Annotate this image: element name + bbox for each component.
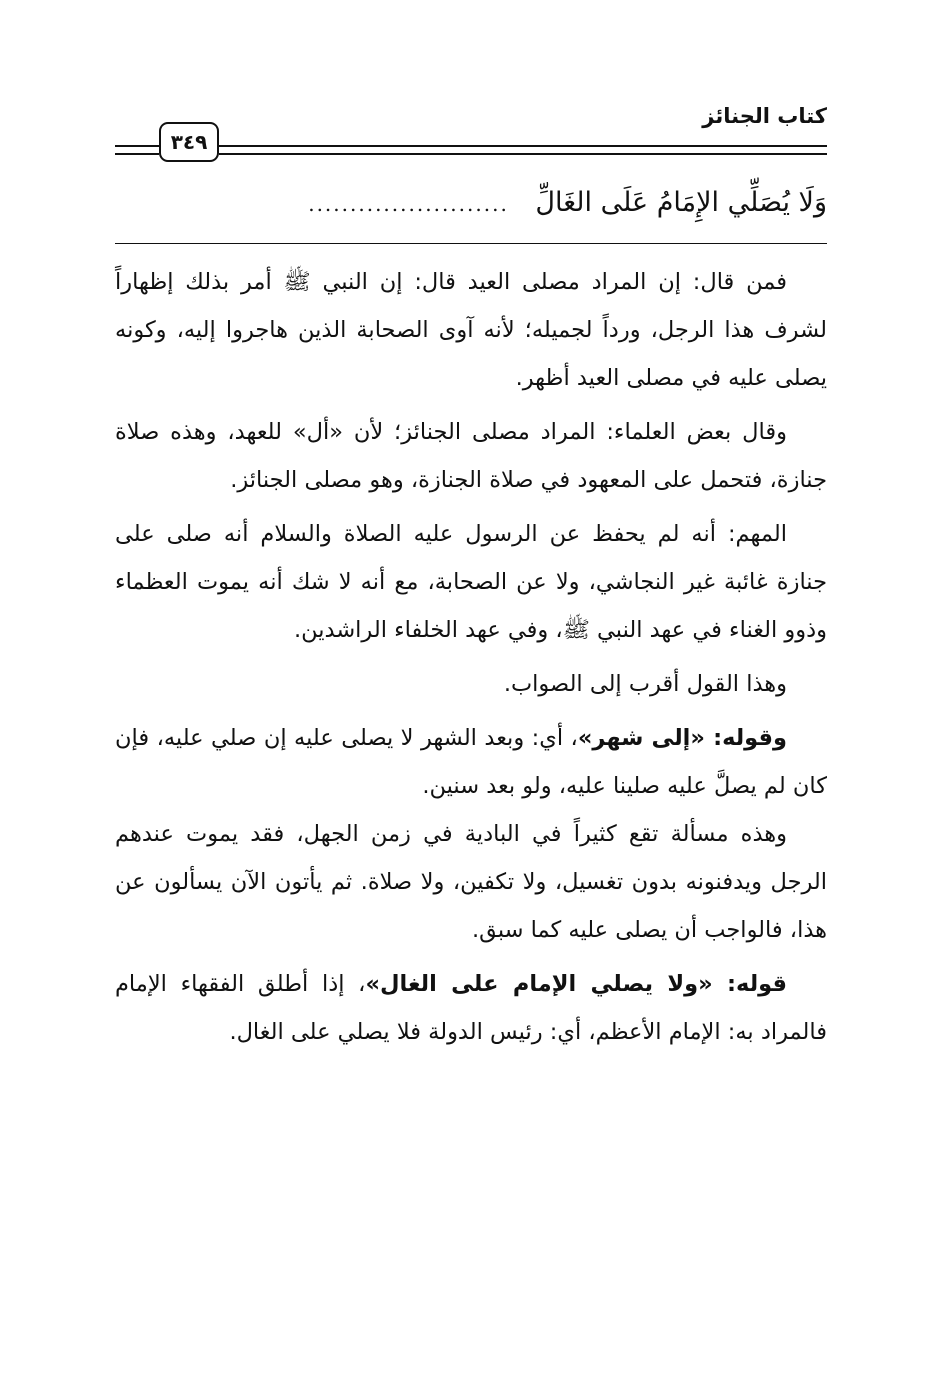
- matn-dots: ........................: [308, 192, 509, 216]
- matn-heading: [115, 178, 827, 228]
- quoted-matn-phrase: وقوله: «إلى شهر»: [577, 725, 787, 751]
- paragraph-text: المهم: أنه لم يحفظ عن الرسول عليه الصلاة والسلام أنه صلى على جنازة غائبة غير النجاشي، ولا عن الصحابة، مع أنه لا شك أنه يموت العظماء وذوو الغناء في عهد النبي ﷺ، وفي عهد الخلفاء الراشدين.: [115, 521, 827, 643]
- paragraph: [115, 510, 827, 654]
- paragraph: [115, 408, 827, 504]
- paragraph-text: ، إذا أطلق الفقهاء الإمام فالمراد به: الإمام الأعظم، أي: رئيس الدولة فلا يصلي على الغال.: [115, 971, 827, 1045]
- body-text: [115, 258, 827, 1056]
- matn-rule: [115, 243, 827, 244]
- header-rule-left: [115, 145, 159, 155]
- running-header: [115, 100, 827, 170]
- matn-text: وَلَا يُصَلِّي الإِمَامُ عَلَى الغَالِّ: [535, 187, 827, 218]
- paragraph: [115, 258, 827, 402]
- quoted-matn-phrase: قوله: «ولا يصلي الإمام على الغال»: [365, 971, 787, 997]
- paragraph-text: ، أي: وبعد الشهر لا يصلى عليه إن صلي عليه، فإن كان لم يصلَّ عليه صلينا عليه، ولو بعد سنين.: [115, 725, 827, 799]
- paragraph-text: وهذا القول أقرب إلى الصواب.: [503, 671, 787, 697]
- paragraph-text: وهذه مسألة تقع كثيراً في البادية في زمن الجهل، فقد يموت عندهم الرجل ويدفنونه بدون تغسيل، ولا تكفين، ولا صلاة. ثم يأتون الآن يسألون عن هذا، فالواجب أن يصلى عليه كما سبق.: [115, 821, 827, 943]
- book-title: كتاب الجنائز: [702, 104, 827, 128]
- paragraph: [115, 960, 827, 1056]
- paragraph-text: فمن قال: إن المراد مصلى العيد قال: إن النبي ﷺ أمر بذلك إظهاراً لشرف هذا الرجل، ورداً لجميله؛ لأنه آوى الصحابة الذين هاجروا إليه، وكونه يصلى عليه في مصلى العيد أظهر.: [115, 269, 827, 391]
- paragraph-text: وقال بعض العلماء: المراد مصلى الجنائز؛ لأن «أل» للعهد، وهذه صلاة جنازة، فتحمل على المعهود في صلاة الجنازة، وهو مصلى الجنائز.: [115, 419, 827, 493]
- paragraph: [115, 714, 827, 810]
- paragraph: [115, 810, 827, 954]
- header-rule-right: [219, 145, 827, 155]
- page-number: ٣٤٩: [159, 122, 219, 162]
- paragraph: [115, 660, 827, 708]
